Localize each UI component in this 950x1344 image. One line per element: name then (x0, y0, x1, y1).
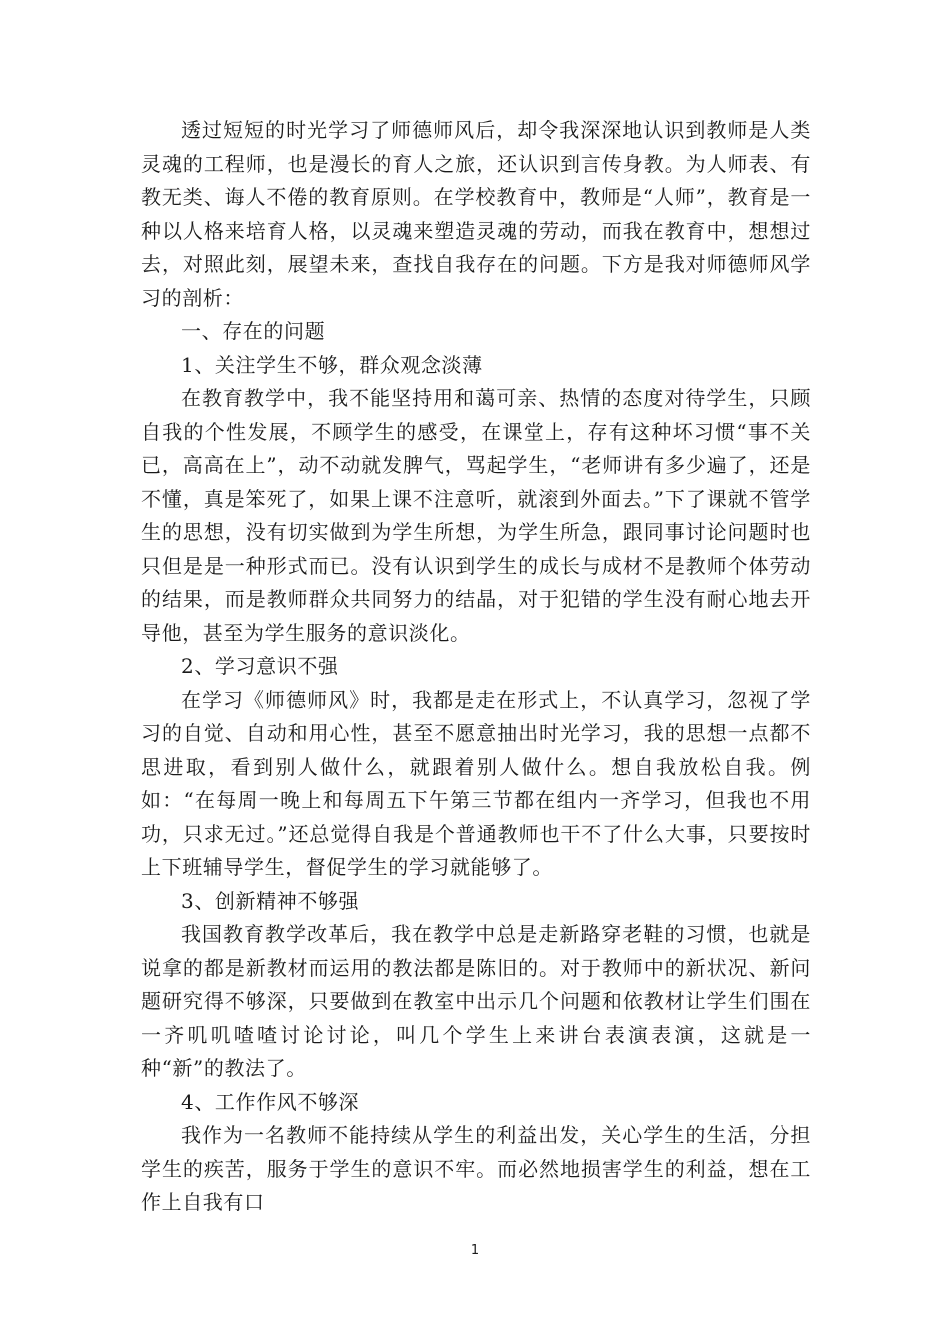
paragraph-3: 我国教育教学改革后，我在教学中总是走新路穿老鞋的习惯，也就是说拿的都是新教材而运用的教法都是陈旧的。对于教师中的新状况、新问题研究得不够深，只要做到在教室中出示几个问题和依教材让学生们围在一齐叽叽喳喳讨论讨论，叫几个学生上来讲台表演表演，这就是一种“新”的教法了。 (141, 922, 811, 1080)
section-heading-problems: 一、存在的问题 (181, 319, 326, 343)
paragraph-2: 在学习《师德师风》时，我都是走在形式上，不认真学习，忽视了学习的自觉、自动和用心性，甚至不愿意抽出时光学习，我的思想一点都不思进取，看到别人做什么，就跟着别人做什么。想自我放松自我。例如：“在每周一晚上和每周五下午第三节都在组内一齐学习，但我也不用功，只求无过。”还总觉得自我是个普通教师也干不了什么大事，只要按时上下班辅导学生，督促学生的学习就能够了。 (141, 687, 811, 879)
page-number: 1 (470, 1243, 480, 1258)
document-body (141, 114, 811, 1220)
paragraph-4: 我作为一名教师不能持续从学生的利益出发，关心学生的生活，分担学生的疾苦，服务于学生的意识不牢。而必然地损害学生的利益，想在工作上自我有口 (141, 1123, 811, 1214)
subheading-1: 1、关注学生不够，群众观念淡薄 (181, 352, 483, 377)
subheading-3: 3、创新精神不够强 (181, 888, 360, 913)
subheading-4: 4、工作作风不够深 (181, 1089, 360, 1114)
intro-paragraph: 透过短短的时光学习了师德师风后，却令我深深地认识到教师是人类灵魂的工程师，也是漫长的育人之旅，还认识到言传身教。为人师表、有教无类、诲人不倦的教育原则。在学校教育中，教师是“人师”，教育是一种以人格来培育人格，以灵魂来塑造灵魂的劳动，而我在教育中，想想过去，对照此刻，展望未来，查找自我存在的问题。下方是我对师德师风学习的剖析： (141, 118, 811, 310)
paragraph-1: 在教育教学中，我不能坚持用和蔼可亲、热情的态度对待学生，只顾自我的个性发展，不顾学生的感受，在课堂上，存有这种坏习惯“事不关已，高高在上”，动不动就发脾气，骂起学生，“老师讲有多少遍了，还是不懂，真是笨死了，如果上课不注意听，就滚到外面去。”下了课就不管学生的思想，没有切实做到为学生所想，为学生所急，跟同事讨论问题时也只但是是一种形式而已。没有认识到学生的成长与成材不是教师个体劳动的结果，而是教师群众共同努力的结晶，对于犯错的学生没有耐心地去开导他，甚至为学生服务的意识淡化。 (141, 386, 811, 645)
subheading-2: 2、学习意识不强 (181, 654, 339, 678)
